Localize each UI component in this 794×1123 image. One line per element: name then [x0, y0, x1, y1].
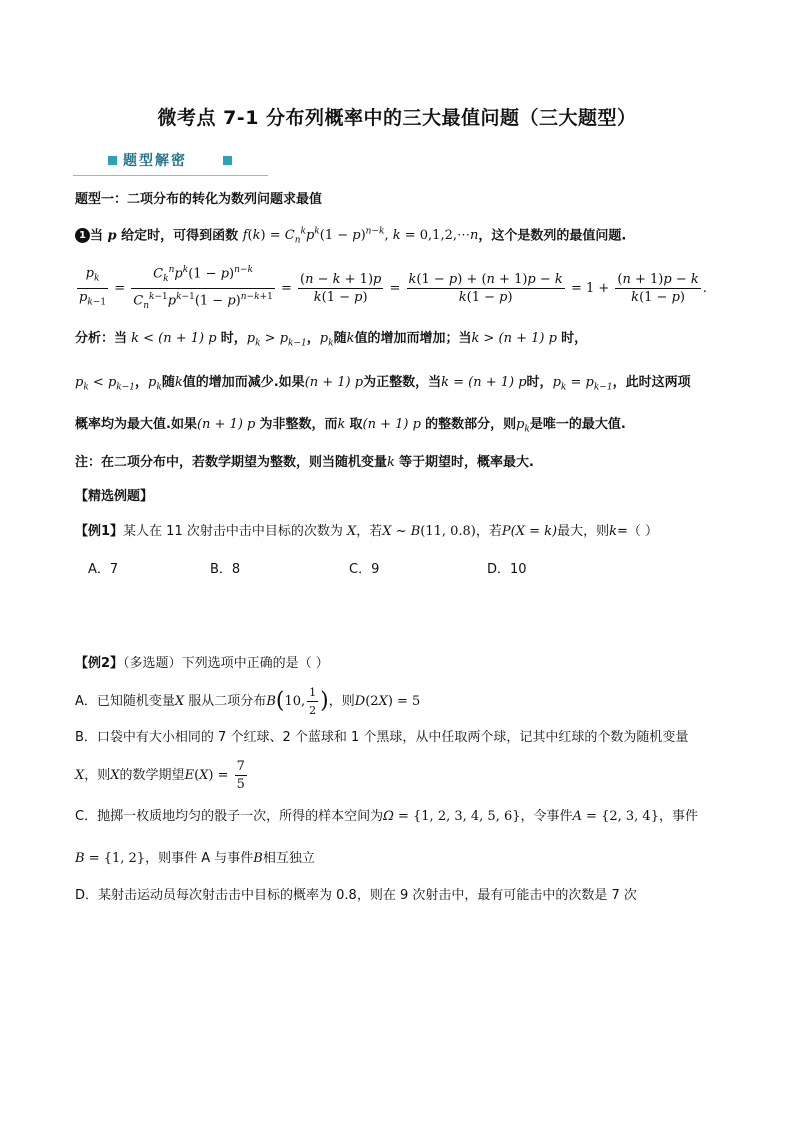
item1-line: 1 当 p 给定时，可得到函数 $f(k) = C_n^kp^k(1 - p)^{n-k}$, k = 0,1,2,⋯n，这个是数列的最值问题. [75, 223, 626, 250]
square-bullet-icon [108, 156, 117, 165]
type1-heading: 题型一：二项分布的转化为数列问题求最值 [75, 192, 323, 207]
example2-option-b-line2[interactable]: X，则X的数学期望E(X) = $\frac{7}{5}$ [75, 759, 245, 792]
section-header [73, 150, 268, 176]
example1-option-b[interactable]: B．8 [210, 562, 241, 577]
example2-option-c-line2[interactable]: B = {1, 2}，则事件 A 与事件B相互独立 [75, 851, 315, 866]
pmf-formula: $f(k) = C_n^kp^k(1 - p)^{n-k}$, k = 0,1,2,⋯n [242, 227, 479, 246]
example2-option-c-line1[interactable]: C．抛掷一枚质地均匀的骰子一次，所得的样本空间为Ω = {1, 2, 3, 4, 5, 6}，令事件A = {2, 3, 4}，事件 [75, 809, 698, 824]
analysis-line-1: 分析：当 k < (n + 1) p 时，$p_k > p_{k-1}$，$p_k$随k值的增加而增加；当k > (n + 1) p 时， [75, 331, 588, 349]
example1-option-a[interactable]: A．7 [88, 562, 119, 577]
example1-option-c[interactable]: C．9 [349, 562, 380, 577]
note-line: 注：在二项分布中，若数学期望为整数，则当随机变量k 等于期望时，概率最大. [75, 455, 534, 470]
page-title: 微考点 7-1 分布列概率中的三大最值问题（三大题型） [157, 107, 637, 129]
item1-text: 给定时，可得到函数 [121, 228, 239, 244]
circled-number-icon: 1 [75, 228, 90, 243]
square-bullet-icon [223, 156, 232, 165]
examples-heading: 【精选例题】 [75, 489, 154, 504]
example2-option-a[interactable]: A．已知随机变量X 服从二项分布B(10, $\frac{1}{2}$ )，则D(2X) = 5 [75, 686, 421, 717]
example2-stem: 【例2】（多选题）下列选项中正确的是（ ） [75, 656, 329, 671]
example1-stem: 【例1】某人在 11 次射击中击中目标的次数为 X，若X ~ B(11, 0.8)，若P(X = k)最大，则k=（ ） [75, 524, 659, 539]
section-header-label: 题型解密 [123, 153, 187, 169]
example1-option-d[interactable]: D．10 [487, 562, 527, 577]
analysis-line-3: 概率均为最大值.如果(n + 1) p 为非整数，而k 取(n + 1) p 的整数部分，则$p_k$是唯一的最大值. [75, 417, 626, 435]
example2-option-d[interactable]: D．某射击运动员每次射击击中目标的概率为 0.8，则在 9 次射击中，最有可能击中的次数是 7 次 [75, 888, 637, 903]
section-underline [73, 175, 268, 176]
item1-text: 当 [90, 228, 104, 244]
example2-option-b-line1[interactable]: B．口袋中有大小相同的 7 个红球、2 个蓝球和 1 个黑球，从中任取两个球，记其中红球的个数为随机变量 [75, 730, 689, 745]
ratio-formula: $\frac{p_k}{p_{k-1}}$ = $\frac{C_k^np^k(1 - p)^{n-k}}{C_n^{k-1}p^{k-1}(1 - p)^{n-k+1}}$ = $\frac{(n - k + 1)p}{k(1 - p)}$ = $\frac{k(1 - p) + (n + 1)p - k}{k(1 - p)}$ = 1 + $\frac{(n + 1)p - k}{k(1 - p)}$ . [75, 262, 707, 315]
analysis-line-2: $p_k < p_{k-1}$，$p_k$随k值的增加而减少.如果(n + 1) p为正整数，当k = (n + 1) p时，$p_k = p_{k-1}$，此时这两项 [75, 375, 691, 393]
item1-text: ，这个是数列的最值问题. [478, 228, 627, 244]
